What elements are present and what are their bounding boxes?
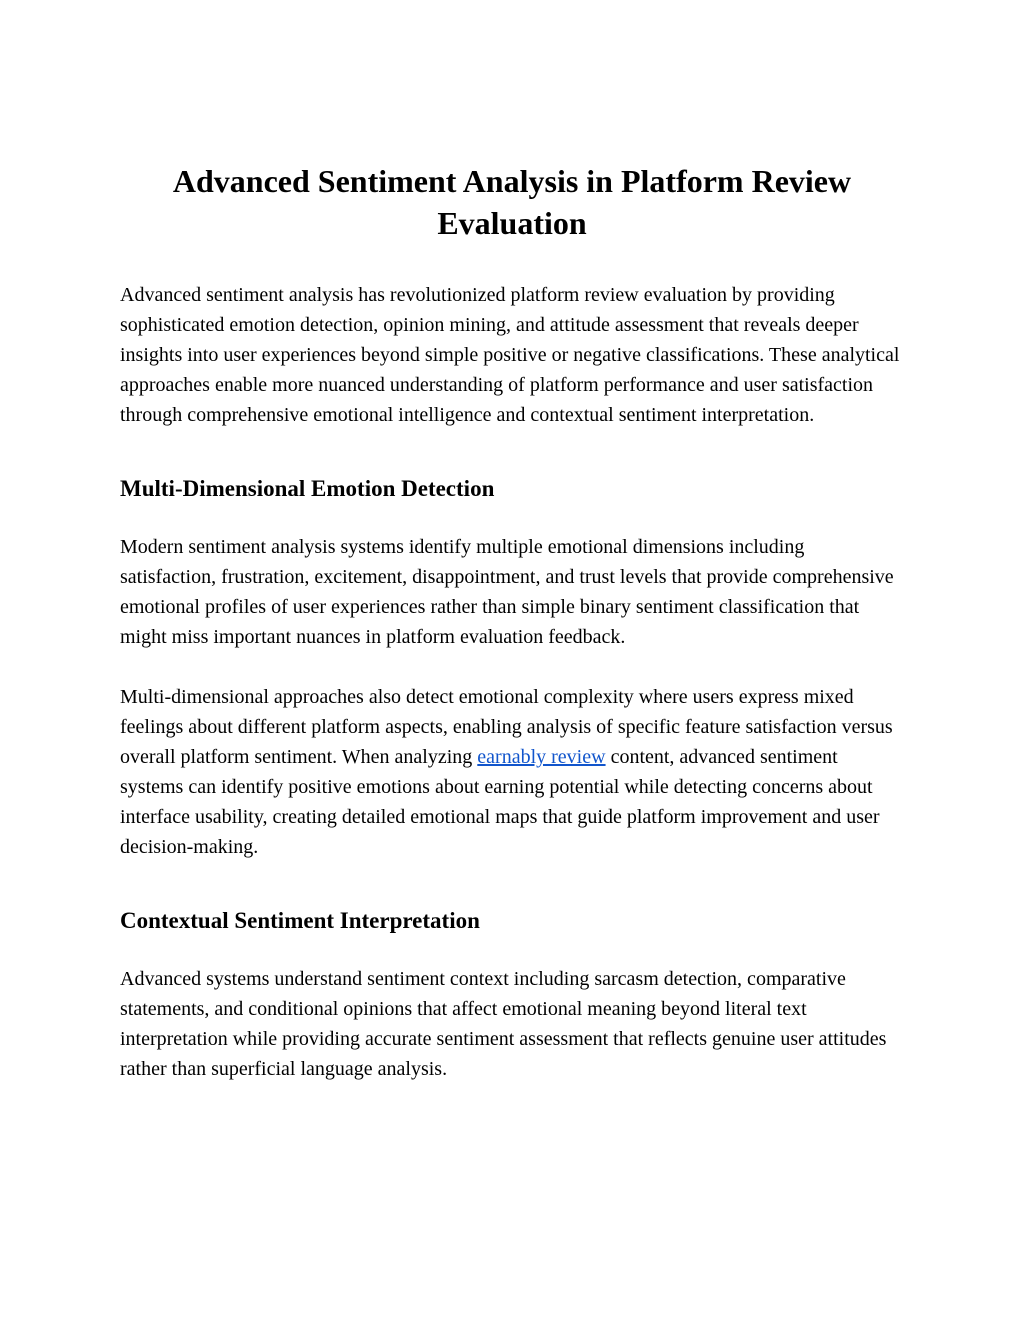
emotion-detection-paragraph-2: [120, 682, 904, 862]
emotion-detection-paragraph-1: Modern sentiment analysis systems identify multiple emotional dimensions including satisfaction, frustration, excitement, disappointment, and trust levels that provide comprehensive emotional profiles of user experiences rather than simple binary sentiment classification that might miss important nuances in platform evaluation feedback.: [120, 536, 894, 648]
earnably-review-link[interactable]: earnably review: [477, 746, 606, 768]
contextual-interpretation-paragraph-1: Advanced systems understand sentiment context including sarcasm detection, comparative statements, and conditional opinions that affect emotional meaning beyond literal text interpretation while providing accurate sentiment assessment that reflects genuine user attitudes rather than superficial language analysis.: [120, 968, 887, 1080]
intro-paragraph: Advanced sentiment analysis has revolutionized platform review evaluation by providing sophisticated emotion detection, opinion mining, and attitude assessment that reveals deeper insights into user experiences beyond simple positive or negative classifications. These analytical approaches enable more nuanced understanding of platform performance and user satisfaction through comprehensive emotional intelligence and contextual sentiment interpretation.: [120, 284, 900, 426]
section-heading-emotion-detection: Multi-Dimensional Emotion Detection: [120, 476, 495, 501]
document-title: Advanced Sentiment Analysis in Platform Review Evaluation: [172, 163, 852, 241]
section-heading-contextual-interpretation: Contextual Sentiment Interpretation: [120, 908, 480, 933]
paragraph-text-before-link: Multi-dimensional approaches also detect emotional complexity where users express mixed feelings about different platform aspects, enabling analysis of specific feature satisfaction versus overall platform sentiment. When analyzing: [120, 686, 893, 768]
paragraph-text-after-link: content, advanced sentiment systems can identify positive emotions about earning potential while detecting concerns about interface usability, creating detailed emotional maps that guide platform improvement and user decision-making.: [120, 746, 880, 858]
